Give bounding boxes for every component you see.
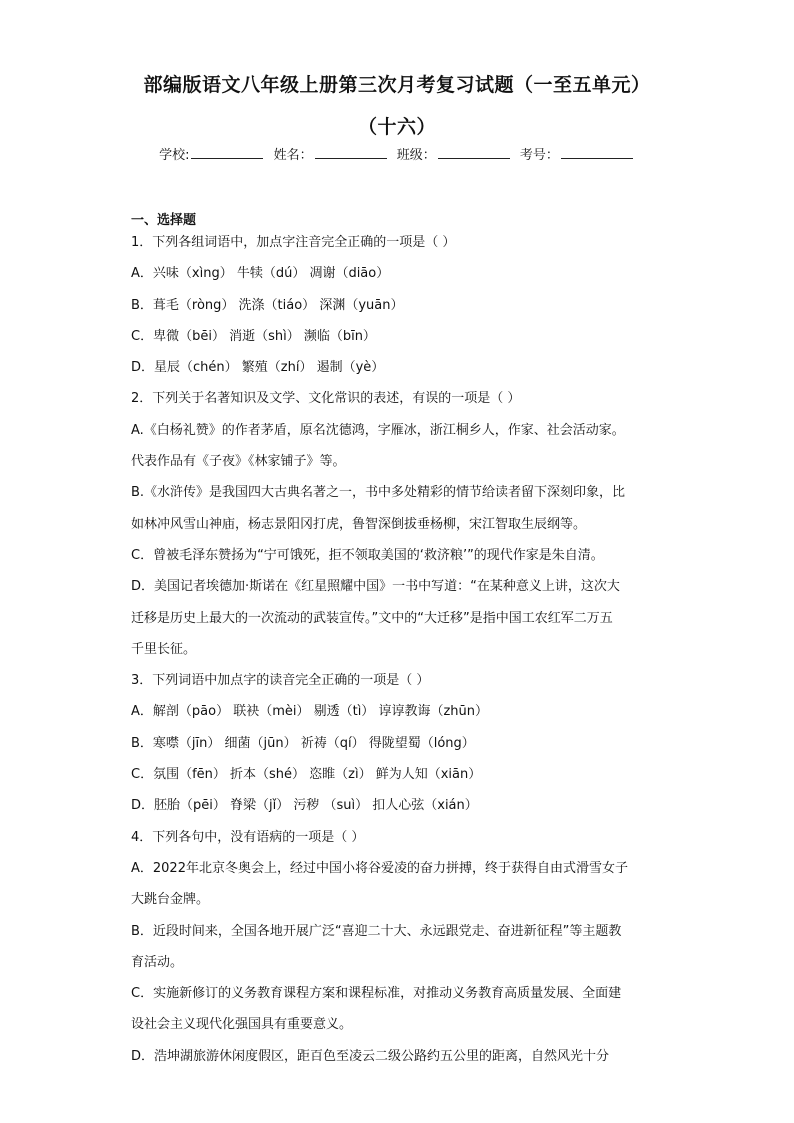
school-label: 学校: xyxy=(159,148,190,163)
class-field xyxy=(397,144,512,163)
option-line: D．美国记者埃德加·斯诺在《红星照耀中国》一书中写道：“在某种意义上讲，这次大 xyxy=(131,579,620,595)
student-info-row xyxy=(0,144,794,163)
option-line: B．近段时间来，全国各地开展广泛“喜迎二十大、永远跟党走、奋进新征程”等主题教 xyxy=(131,923,622,939)
number-blank[interactable] xyxy=(561,146,633,159)
option-line: C．曾被毛泽东赞扬为“宁可饿死，拒不领取美国的‘救济粮’”的现代作家是朱自清。 xyxy=(131,547,604,563)
section-title: 一、选择题 xyxy=(131,213,197,228)
option-line: 育活动。 xyxy=(131,954,184,970)
option-line: 设社会主义现代化强国具有重要意义。 xyxy=(131,1017,353,1033)
option-line: B．寒噤（jīn） 细菌（jūn） 祈祷（qí） 得陇望蜀（lóng） xyxy=(131,735,475,751)
question-line: 4．下列各句中，没有语病的一项是（ ） xyxy=(131,829,365,845)
question-line: 2．下列关于名著知识及文学、文化常识的表述，有误的一项是（ ） xyxy=(131,391,521,407)
page-title: 部编版语文八年级上册第三次月考复习试题（一至五单元） xyxy=(143,74,651,96)
number-field xyxy=(520,144,635,163)
option-line: 大跳台金牌。 xyxy=(131,892,210,908)
option-line: 千里长征。 xyxy=(131,641,197,657)
name-label: 姓名： xyxy=(273,148,313,163)
option-line: D．浩坤湖旅游休闲度假区，距百色至凌云二级公路约五公里的距离，自然风光十分 xyxy=(131,1048,610,1064)
option-line: 代表作品有《子夜》《林家铺子》等。 xyxy=(131,454,346,470)
question-content xyxy=(131,233,671,1078)
question-line: 1．下列各组词语中，加点字注音完全正确的一项是（ ） xyxy=(131,235,456,250)
option-line: 迁移是历史上最大的一次流动的武装宣传。”文中的“大迁移”是指中国工农红军二万五 xyxy=(131,610,613,626)
option-line: C．卑微（bēi） 消逝（shì） 濒临（bīn） xyxy=(131,328,376,344)
school-field xyxy=(159,144,265,163)
class-blank[interactable] xyxy=(438,146,510,159)
class-label: 班级： xyxy=(396,148,436,163)
name-field xyxy=(274,144,389,163)
option-line: 如林冲风雪山神庙，杨志景阳冈打虎，鲁智深倒拔垂杨柳，宋江智取生辰纲等。 xyxy=(131,516,587,532)
number-label: 考号： xyxy=(519,148,559,163)
option-line: A．2022年北京冬奥会上，经过中国小将谷爱凌的奋力拼搏，终于获得自由式滑雪女子 xyxy=(131,860,628,876)
option-line: B.《水浒传》是我国四大古典名著之一，书中多处精彩的情节给读者留下深刻印象，比 xyxy=(131,485,626,501)
option-line: B．葺毛（ròng） 洗涤（tiáo） 深渊（yuān） xyxy=(131,297,404,313)
option-line: C．实施新修订的义务教育课程方案和课程标准，对推动义务教育高质量发展、全面建 xyxy=(131,986,622,1002)
question-line: 3．下列词语中加点字的读音完全正确的一项是（ ） xyxy=(131,673,430,689)
name-blank[interactable] xyxy=(315,146,387,159)
option-line: D．星辰（chén） 繁殖（zhí） 遏制（yè） xyxy=(131,360,385,376)
option-line: A．解剖（pāo） 联袂（mèi） 剔透（tì） 谆谆教诲（zhūn） xyxy=(131,704,488,720)
page-subtitle: （十六） xyxy=(357,116,436,138)
option-line: D．胚胎（pēi） 脊梁（jǐ） 污秽 （suì） 扣人心弦（xián） xyxy=(131,798,478,814)
option-line: C．氛围（fēn） 折本（shé） 恣睢（zì） 鲜为人知（xiān） xyxy=(131,767,482,783)
option-line: A.《白杨礼赞》的作者茅盾，原名沈德鸿，字雁冰，浙江桐乡人，作家、社会活动家。 xyxy=(131,422,625,438)
option-line: A．兴味（xìng） 牛犊（dú） 凋谢（diāo） xyxy=(131,266,390,282)
school-blank[interactable] xyxy=(191,146,263,159)
